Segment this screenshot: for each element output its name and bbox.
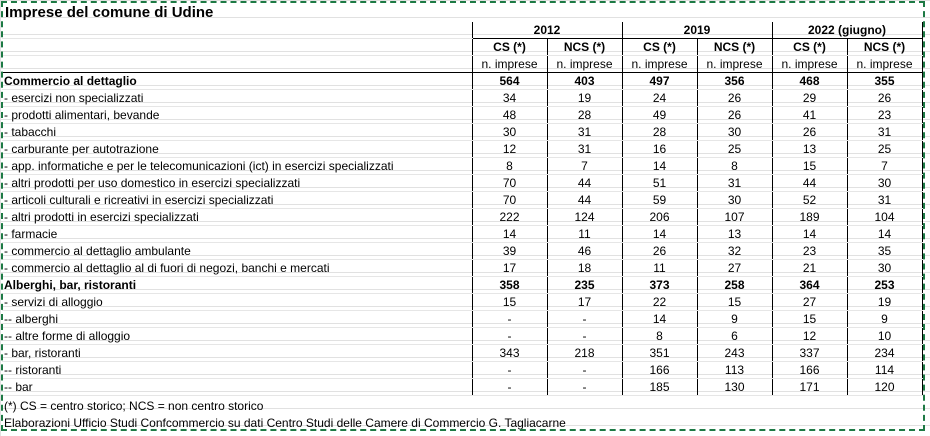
table-row	[2, 158, 922, 175]
value-cell: 31	[847, 192, 922, 209]
header-blank-cell	[2, 22, 472, 39]
value-cell: 31	[547, 141, 622, 158]
value-cell: -	[472, 311, 547, 328]
value-cell: 15	[697, 294, 772, 311]
value-cell: 22	[622, 294, 697, 311]
row-label: - carburante per autotrazione	[2, 141, 472, 158]
value-cell: 15	[772, 311, 847, 328]
value-cell: 26	[697, 107, 772, 124]
value-cell: 113	[697, 362, 772, 379]
value-cell: 30	[472, 124, 547, 141]
table-row	[2, 90, 922, 107]
value-cell: 166	[772, 362, 847, 379]
value-cell: 30	[847, 260, 922, 277]
value-cell: 14	[472, 226, 547, 243]
value-cell: 15	[472, 294, 547, 311]
value-cell: 351	[622, 345, 697, 362]
value-cell: 7	[547, 158, 622, 175]
value-cell: 17	[547, 294, 622, 311]
col-header-cs: CS (*)	[772, 39, 847, 56]
unit-label: n. imprese	[622, 56, 697, 73]
value-cell: 49	[622, 107, 697, 124]
value-cell: 206	[622, 209, 697, 226]
footnotes	[4, 398, 566, 432]
value-cell: 31	[847, 124, 922, 141]
value-cell: 8	[472, 158, 547, 175]
value-cell: 343	[472, 345, 547, 362]
value-cell: 17	[472, 260, 547, 277]
value-cell: 14	[847, 226, 922, 243]
value-cell: 497	[622, 73, 697, 90]
table-row	[2, 379, 922, 396]
value-cell: 130	[697, 379, 772, 396]
value-cell: 48	[472, 107, 547, 124]
value-cell: 166	[622, 362, 697, 379]
value-cell: 35	[847, 243, 922, 260]
value-cell: 23	[847, 107, 922, 124]
row-label: - farmacie	[2, 226, 472, 243]
value-cell: 258	[697, 277, 772, 294]
value-cell: 70	[472, 175, 547, 192]
table-row	[2, 124, 922, 141]
value-cell: 107	[697, 209, 772, 226]
row-label: -- altre forme di alloggio	[2, 328, 472, 345]
value-cell: 15	[772, 158, 847, 175]
footnote-source: Elaborazioni Ufficio Studi Confcommercio su dati Centro Studi delle Camere di Commercio G. Tagliacarne	[4, 416, 566, 430]
value-cell: 44	[772, 175, 847, 192]
value-cell: 32	[697, 243, 772, 260]
value-cell: 27	[772, 294, 847, 311]
value-cell: 28	[622, 124, 697, 141]
row-label: - prodotti alimentari, bevande	[2, 107, 472, 124]
value-cell: 44	[547, 175, 622, 192]
year-header-row	[2, 22, 922, 39]
value-cell: 21	[772, 260, 847, 277]
table-row	[2, 192, 922, 209]
value-cell: 13	[772, 141, 847, 158]
value-cell: 19	[547, 90, 622, 107]
row-label: -- alberghi	[2, 311, 472, 328]
value-cell: 14	[772, 226, 847, 243]
value-cell: 12	[772, 328, 847, 345]
value-cell: 358	[472, 277, 547, 294]
value-cell: 14	[622, 158, 697, 175]
value-cell: 185	[622, 379, 697, 396]
value-cell: 468	[772, 73, 847, 90]
value-cell: 46	[547, 243, 622, 260]
unit-label: n. imprese	[472, 56, 547, 73]
section-row	[2, 277, 922, 294]
value-cell: 189	[772, 209, 847, 226]
year-header-2019: 2019	[622, 22, 772, 39]
value-cell: 124	[547, 209, 622, 226]
value-cell: 31	[697, 175, 772, 192]
value-cell: 373	[622, 277, 697, 294]
table-row	[2, 141, 922, 158]
table-title: Imprese del comune di Udine	[5, 4, 214, 21]
value-cell: 8	[697, 158, 772, 175]
table-row	[2, 107, 922, 124]
unit-label: n. imprese	[772, 56, 847, 73]
col-header-ncs: NCS (*)	[697, 39, 772, 56]
value-cell: 243	[697, 345, 772, 362]
value-cell: -	[547, 311, 622, 328]
table-row	[2, 243, 922, 260]
value-cell: 25	[697, 141, 772, 158]
value-cell: 52	[772, 192, 847, 209]
value-cell: 30	[697, 192, 772, 209]
value-cell: 12	[472, 141, 547, 158]
row-label: - servizi di alloggio	[2, 294, 472, 311]
table-row	[2, 209, 922, 226]
value-cell: 31	[547, 124, 622, 141]
value-cell: 18	[547, 260, 622, 277]
value-cell: 39	[472, 243, 547, 260]
value-cell: 11	[622, 260, 697, 277]
value-cell: 564	[472, 73, 547, 90]
row-label: - commercio al dettaglio ambulante	[2, 243, 472, 260]
value-cell: -	[547, 379, 622, 396]
row-label: - altri prodotti in esercizi specializzati	[2, 209, 472, 226]
value-cell: 24	[622, 90, 697, 107]
value-cell: 14	[622, 311, 697, 328]
header-blank-cell	[2, 39, 472, 56]
value-cell: 222	[472, 209, 547, 226]
unit-label: n. imprese	[697, 56, 772, 73]
value-cell: 337	[772, 345, 847, 362]
unit-label: n. imprese	[847, 56, 922, 73]
value-cell: 114	[847, 362, 922, 379]
value-cell: 27	[697, 260, 772, 277]
header-blank-cell	[2, 56, 472, 73]
row-label: - esercizi non specializzati	[2, 90, 472, 107]
footnote-legend: (*) CS = centro storico; NCS = non centro storico	[4, 399, 264, 413]
value-cell: 34	[472, 90, 547, 107]
table-row	[2, 362, 922, 379]
table-row	[2, 294, 922, 311]
value-cell: 403	[547, 73, 622, 90]
value-cell: 7	[847, 158, 922, 175]
value-cell: 10	[847, 328, 922, 345]
table-row	[2, 311, 922, 328]
value-cell: 26	[847, 90, 922, 107]
value-cell: 234	[847, 345, 922, 362]
section-row	[2, 73, 922, 90]
value-cell: 6	[697, 328, 772, 345]
value-cell: -	[472, 379, 547, 396]
value-cell: 44	[547, 192, 622, 209]
unit-label: n. imprese	[547, 56, 622, 73]
value-cell: 30	[697, 124, 772, 141]
row-label: Alberghi, bar, ristoranti	[2, 277, 472, 294]
row-label: - bar, ristoranti	[2, 345, 472, 362]
col-header-ncs: NCS (*)	[847, 39, 922, 56]
row-label: Commercio al dettaglio	[2, 73, 472, 90]
unit-header-row	[2, 56, 922, 73]
data-table	[2, 22, 923, 396]
row-label: - articoli culturali e ricreativi in esercizi specializzati	[2, 192, 472, 209]
value-cell: 26	[697, 90, 772, 107]
value-cell: -	[472, 362, 547, 379]
table-row	[2, 328, 922, 345]
value-cell: 26	[622, 243, 697, 260]
value-cell: 14	[622, 226, 697, 243]
value-cell: 356	[697, 73, 772, 90]
value-cell: 29	[772, 90, 847, 107]
value-cell: 41	[772, 107, 847, 124]
value-cell: 355	[847, 73, 922, 90]
col-header-cs: CS (*)	[472, 39, 547, 56]
value-cell: -	[547, 328, 622, 345]
value-cell: 364	[772, 277, 847, 294]
value-cell: -	[547, 362, 622, 379]
value-cell: -	[472, 328, 547, 345]
value-cell: 59	[622, 192, 697, 209]
value-cell: 9	[697, 311, 772, 328]
value-cell: 30	[847, 175, 922, 192]
value-cell: 253	[847, 277, 922, 294]
value-cell: 23	[772, 243, 847, 260]
value-cell: 104	[847, 209, 922, 226]
value-cell: 51	[622, 175, 697, 192]
column-header-row	[2, 39, 922, 56]
value-cell: 28	[547, 107, 622, 124]
table-row	[2, 345, 922, 362]
row-label: -- ristoranti	[2, 362, 472, 379]
table-row	[2, 226, 922, 243]
row-label: - altri prodotti per uso domestico in esercizi specializzati	[2, 175, 472, 192]
row-label: - app. informatiche e per le telecomunicazioni (ict) in esercizi specializzati	[2, 158, 472, 175]
value-cell: 19	[847, 294, 922, 311]
value-cell: 11	[547, 226, 622, 243]
value-cell: 120	[847, 379, 922, 396]
value-cell: 16	[622, 141, 697, 158]
table-row	[2, 175, 922, 192]
year-header-2022: 2022 (giugno)	[772, 22, 922, 39]
col-header-cs: CS (*)	[622, 39, 697, 56]
table-row	[2, 260, 922, 277]
year-header-2012: 2012	[472, 22, 622, 39]
col-header-ncs: NCS (*)	[547, 39, 622, 56]
value-cell: 25	[847, 141, 922, 158]
value-cell: 70	[472, 192, 547, 209]
row-label: - tabacchi	[2, 124, 472, 141]
value-cell: 235	[547, 277, 622, 294]
value-cell: 26	[772, 124, 847, 141]
value-cell: 8	[622, 328, 697, 345]
value-cell: 13	[697, 226, 772, 243]
row-label: -- bar	[2, 379, 472, 396]
value-cell: 171	[772, 379, 847, 396]
value-cell: 218	[547, 345, 622, 362]
value-cell: 9	[847, 311, 922, 328]
row-label: - commercio al dettaglio al di fuori di negozi, banchi e mercati	[2, 260, 472, 277]
